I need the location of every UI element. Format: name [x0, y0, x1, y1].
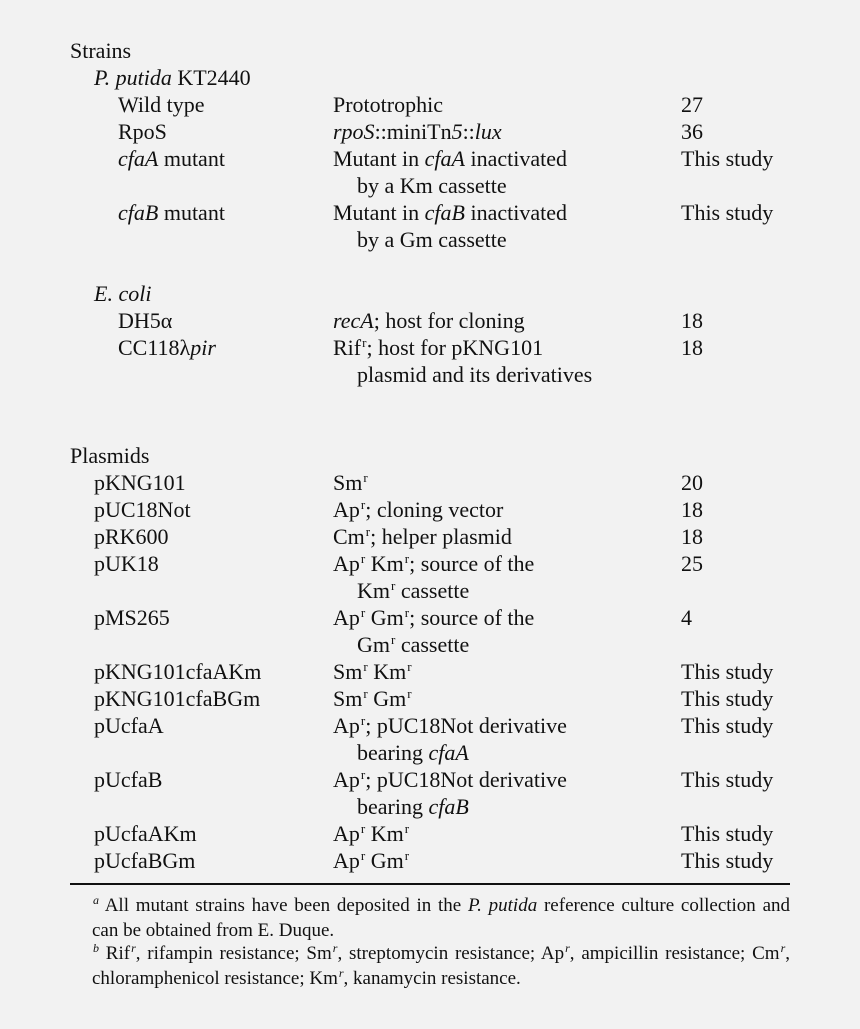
plasmid-name: pUC18Not [94, 497, 191, 522]
plasmid-reference: 20 [681, 470, 703, 495]
strains-heading: Strains [70, 38, 132, 63]
plasmid-name: pUcfaAKm [94, 821, 197, 846]
table-row [0, 199, 860, 226]
table-row-continuation [0, 361, 860, 388]
table-row [0, 118, 860, 145]
strain-reference: 27 [681, 92, 703, 117]
ecoli-organism-row [0, 280, 860, 307]
plasmid-reference: This study [681, 821, 774, 846]
plasmid-genotype: Sm$^r$ [333, 470, 368, 495]
plasmid-reference: This study [681, 659, 774, 684]
table-row-continuation [0, 577, 860, 604]
strain-reference: This study [681, 146, 774, 171]
plasmid-genotype: Ap$^r$; pUC18Not derivative [333, 713, 567, 738]
plasmid-reference: 18 [681, 524, 703, 549]
strain-name: cfaA mutant [118, 146, 225, 171]
strain-reference: 18 [681, 308, 703, 333]
plasmid-reference: 4 [681, 605, 692, 630]
table-row [0, 820, 860, 847]
strain-genotype-line2: by a Gm cassette [357, 227, 507, 252]
plasmid-reference: This study [681, 713, 774, 738]
plasmid-genotype: Ap$^r$ Gm$^r$; source of the [333, 605, 535, 630]
plasmid-reference: 25 [681, 551, 703, 576]
plasmid-name: pKNG101 [94, 470, 186, 495]
plasmid-reference: 18 [681, 497, 703, 522]
footnote-b: $^b$ Rif$^r$, rifampin resistance; Sm$^r$, streptomycin resistance; Ap$^r$, ampicillin resistance; Cm$^r$, chloramphenicol resistance; Km$^r$, kanamycin resistance. [92, 941, 790, 989]
plasmid-genotype-line2: bearing cfaA [357, 740, 469, 765]
plasmid-name: pKNG101cfaAKm [94, 659, 262, 684]
strain-genotype-line2: plasmid and its derivatives [357, 362, 593, 387]
table-row-continuation [0, 793, 860, 820]
plasmid-genotype: Sm$^r$ Km$^r$ [333, 659, 412, 684]
table-row [0, 712, 860, 739]
plasmid-name: pKNG101cfaBGm [94, 686, 261, 711]
table-row [0, 604, 860, 631]
putida-name: P. putida [94, 65, 172, 90]
table-row [0, 658, 860, 685]
putida-strain: KT2440 [177, 65, 251, 90]
table-row-continuation [0, 226, 860, 253]
plasmids-heading-row [0, 442, 860, 469]
strain-genotype: recA; host for cloning [333, 308, 525, 333]
plasmid-genotype: Sm$^r$ Gm$^r$ [333, 686, 412, 711]
strain-name: cfaB mutant [118, 200, 225, 225]
plasmid-name: pUK18 [94, 551, 159, 576]
strain-reference: 36 [681, 119, 703, 144]
strain-genotype: Prototrophic [333, 92, 443, 117]
table-row-continuation [0, 631, 860, 658]
plasmid-genotype: Ap$^r$ Gm$^r$ [333, 848, 410, 873]
plasmid-name: pUcfaBGm [94, 848, 196, 873]
plasmid-reference: This study [681, 767, 774, 792]
strain-genotype-line2: by a Km cassette [357, 173, 507, 198]
table-row [0, 685, 860, 712]
strain-genotype: rpoS::miniTn5::lux [333, 119, 502, 144]
plasmid-genotype-line2: Km$^r$ cassette [357, 578, 470, 603]
plasmid-reference: This study [681, 686, 774, 711]
strain-reference: This study [681, 200, 774, 225]
strain-name: RpoS [118, 119, 167, 144]
table-row [0, 847, 860, 874]
strain-genotype: Rif$^r$; host for pKNG101 [333, 335, 544, 360]
plasmid-genotype: Ap$^r$; pUC18Not derivative [333, 767, 567, 792]
plasmid-name: pUcfaB [94, 767, 163, 792]
plasmid-reference: This study [681, 848, 774, 873]
strain-name: CC118λpir [118, 335, 216, 360]
table-row [0, 145, 860, 172]
strains-heading-row [0, 37, 860, 64]
strain-genotype: Mutant in cfaB inactivated [333, 200, 568, 225]
plasmid-genotype: Ap$^r$ Km$^r$; source of the [333, 551, 535, 576]
table-row [0, 523, 860, 550]
putida-organism-row [0, 64, 860, 91]
strain-name: Wild type [118, 92, 205, 117]
table-row-continuation [0, 172, 860, 199]
plasmids-heading: Plasmids [70, 443, 150, 468]
strain-genotype: Mutant in cfaA inactivated [333, 146, 568, 171]
table-row-continuation [0, 739, 860, 766]
plasmid-genotype: Cm$^r$; helper plasmid [333, 524, 512, 549]
footnote-a: $^a$ All mutant strains have been deposited in the P. putida reference culture collection and can be obtained from E. Duque. [92, 893, 791, 941]
plasmid-genotype: Ap$^r$ Km$^r$ [333, 821, 410, 846]
plasmid-genotype: Ap$^r$; cloning vector [333, 497, 504, 522]
plasmid-name: pUcfaA [94, 713, 164, 738]
table-bottom-rule [70, 883, 790, 885]
table-row [0, 766, 860, 793]
strain-name: DH5α [118, 308, 173, 333]
putida-organism [94, 64, 251, 91]
table-row [0, 469, 860, 496]
plasmid-genotype-line2: bearing cfaB [357, 794, 469, 819]
table-row [0, 496, 860, 523]
ecoli-organism: E. coli [94, 281, 152, 306]
plasmid-name: pRK600 [94, 524, 169, 549]
strain-reference: 18 [681, 335, 703, 360]
table-row [0, 307, 860, 334]
table-row [0, 334, 860, 361]
plasmid-name: pMS265 [94, 605, 170, 630]
table-row [0, 550, 860, 577]
table-row [0, 91, 860, 118]
plasmid-genotype-line2: Gm$^r$ cassette [357, 632, 470, 657]
